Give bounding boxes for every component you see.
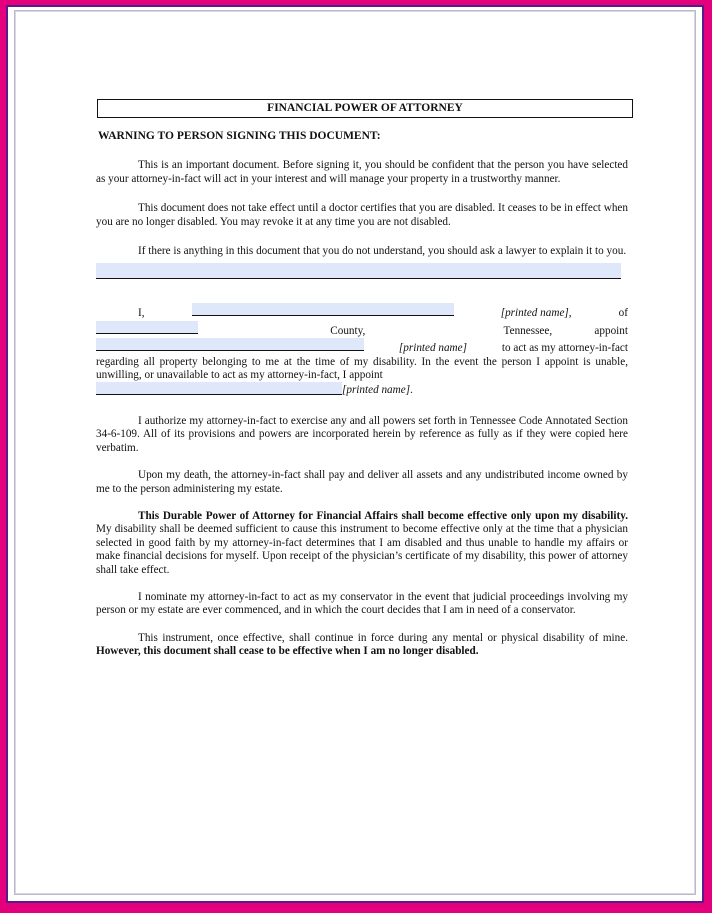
appointment-section — [96, 303, 628, 397]
lawyer-field[interactable] — [96, 263, 621, 279]
paragraph-death: Upon my death, the attorney-in-fact shall pay and deliver all assets and any undistributed income owned by me to the person administering my estate. — [96, 469, 628, 495]
paragraph-conservator: I nominate my attorney-in-fact to act as my conservator in the event that judicial proceedings involving my person or my estate are ever commenced, and in which the court decides that I am in need of a conservator. — [96, 590, 628, 617]
window-frame — [6, 5, 704, 903]
regarding-text: regarding all property belonging to me at the time of my disability. In the event the person I appoint is unable, unwilling, or unavailable to act as my attorney-in-fact, I appoint — [96, 355, 628, 382]
document-page — [14, 10, 696, 895]
i-label: I, — [138, 307, 145, 320]
tennessee-label: Tennessee, — [503, 324, 553, 337]
attorney-name-field[interactable] — [96, 338, 364, 351]
alternate-attorney-field[interactable] — [96, 382, 342, 395]
paragraph-lawyer: If there is anything in this document that you do not understand, you should ask a lawyer to explain it to you. — [138, 245, 627, 258]
to-act-label: to act as my attorney-in-fact — [501, 342, 628, 355]
durable-bold-text: This Durable Power of Attorney for Financial Affairs shall become effective only upon my disability. — [138, 509, 628, 522]
paragraph-authorize: I authorize my attorney-in-fact to exercise any and all powers set forth in Tennessee Code Annotated Section 34-6-109. All of its provisions and powers are incorporated herein by reference as fully as if they were copied here verbatim. — [96, 414, 628, 454]
warning-heading: WARNING TO PERSON SIGNING THIS DOCUMENT: — [98, 130, 381, 142]
period: . — [410, 384, 413, 397]
continue-bold-text: However, this document shall cease to be effective when I am no longer disabled. — [96, 645, 479, 658]
county-field[interactable] — [96, 321, 198, 334]
paragraph-important: This is an important document. Before signing it, you should be confident that the person you have selected as your attorney-in-fact will act in your interest and will manage your property in a trustworthy manner. — [96, 159, 628, 185]
document-content — [96, 99, 628, 659]
paragraph-effect: This document does not take effect until a doctor certifies that you are disabled. It ceases to be in effect when you are no longer disabled. You may revoke it at any time you are not disabled. — [96, 202, 628, 228]
appoint-label: appoint — [594, 324, 628, 337]
county-label: County, — [330, 324, 366, 337]
printed-name-label-2: [printed name] — [398, 342, 467, 355]
principal-name-field[interactable] — [192, 303, 454, 316]
document-title: FINANCIAL POWER OF ATTORNEY — [97, 99, 633, 118]
paragraph-continue — [96, 632, 628, 659]
continue-text: This instrument, once effective, shall continue in force during any mental or physical disability of mine. — [138, 631, 628, 644]
printed-name-label-3: [printed name] — [342, 384, 411, 397]
durable-rest-text: My disability shall be deemed sufficient to cause this instrument to become effective only at the time that a physician selected in good faith by my attorney-in-fact determines that I am disabled and thus unable to handle my affairs or make financial decisions for myself. Upon receipt of the physician’s certificate of my disability, this power of attorney shall take effect. — [96, 523, 628, 576]
paragraph-durable — [96, 510, 628, 577]
of-label: of — [618, 307, 628, 320]
printed-name-label-1: [printed name], — [500, 307, 572, 320]
